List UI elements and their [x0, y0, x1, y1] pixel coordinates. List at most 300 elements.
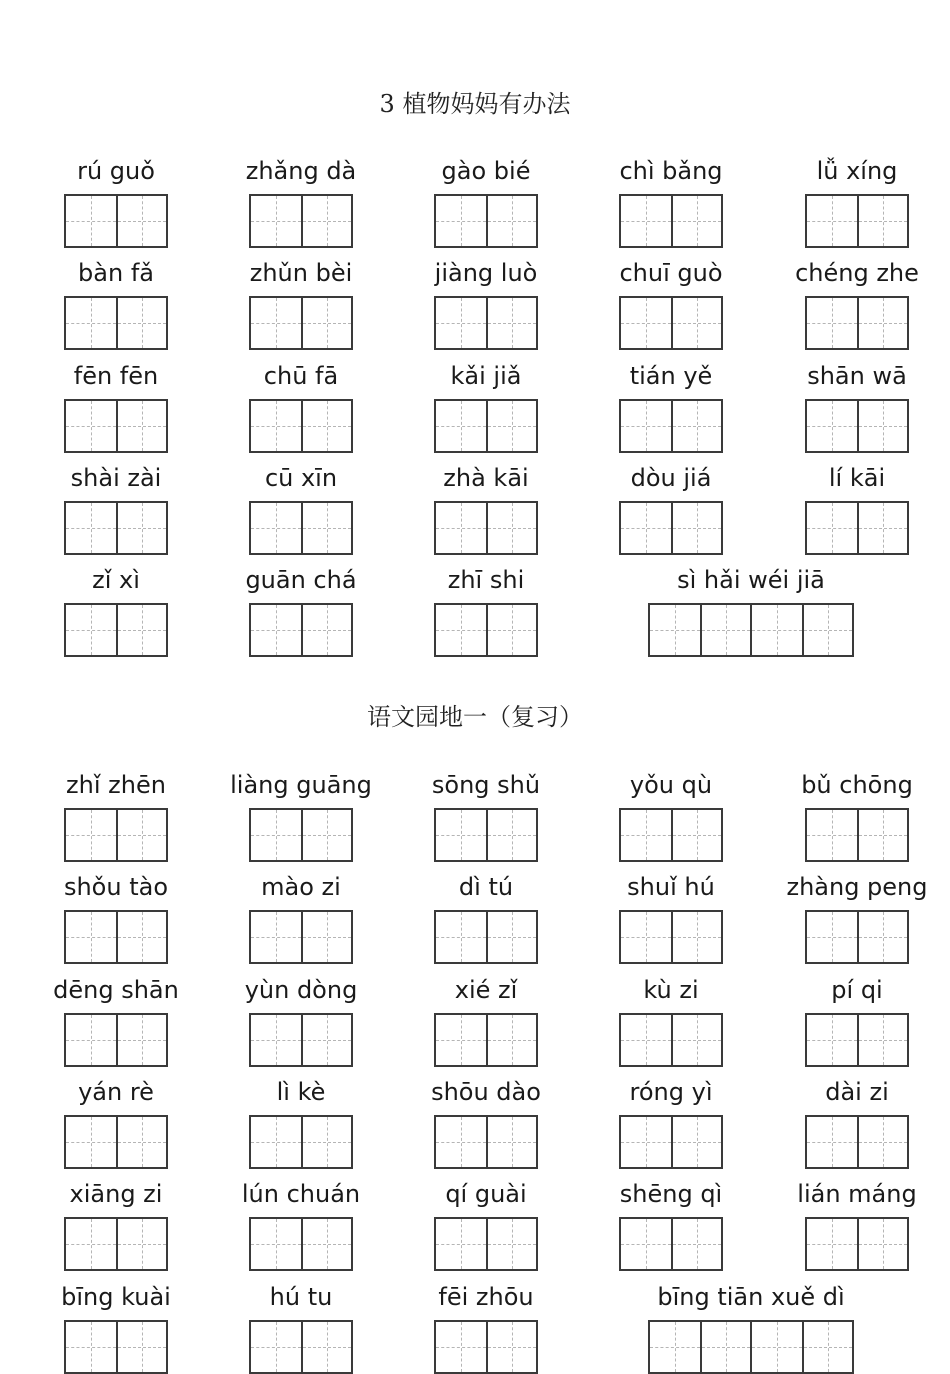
tian-grid-cell[interactable]	[436, 1015, 486, 1065]
tian-grid-cell[interactable]	[436, 605, 486, 655]
word-item	[11, 872, 221, 964]
tian-grid-pair	[249, 399, 353, 453]
pinyin-label: yán rè	[78, 1077, 154, 1106]
writing-boxes[interactable]	[752, 296, 950, 350]
tian-grid-pair	[434, 296, 538, 350]
tian-grid-cell[interactable]	[486, 605, 536, 655]
writing-boxes[interactable]	[381, 1115, 591, 1169]
writing-boxes[interactable]	[11, 296, 221, 350]
tian-grid-cell[interactable]	[700, 1322, 750, 1372]
pinyin-label: gào bié	[441, 157, 531, 185]
tian-grid-cell[interactable]	[66, 1219, 116, 1269]
tian-grid-cell[interactable]	[802, 605, 852, 655]
word-item	[381, 463, 591, 555]
tian-grid-pair	[249, 501, 353, 555]
pinyin-label: chì bǎng	[619, 157, 723, 185]
tian-grid-cell[interactable]	[251, 1015, 301, 1065]
tian-grid-pair	[434, 1217, 538, 1271]
pinyin-label: zhǎng dà	[245, 157, 357, 185]
writing-boxes[interactable]	[566, 501, 776, 555]
word-item	[196, 258, 406, 350]
word-item	[566, 156, 776, 248]
tian-grid-cell[interactable]	[802, 1322, 852, 1372]
writing-boxes[interactable]	[752, 399, 950, 453]
tian-grid-cell[interactable]	[752, 1322, 802, 1372]
tian-grid-pair	[64, 194, 168, 248]
word-item	[11, 1077, 221, 1169]
word-item	[621, 1282, 881, 1374]
tian-grid-cell[interactable]	[650, 605, 700, 655]
word-item	[752, 975, 950, 1067]
section-title-1: 3 植物妈妈有办法	[379, 90, 571, 118]
writing-boxes[interactable]	[196, 1013, 406, 1067]
tian-grid-cell[interactable]	[486, 810, 536, 860]
pinyin-label: guān chá	[245, 566, 357, 595]
tian-grid-cell[interactable]	[671, 1219, 721, 1269]
tian-grid-pair	[434, 910, 538, 964]
tian-grid-cell[interactable]	[116, 605, 166, 655]
tian-grid-cell[interactable]	[671, 810, 721, 860]
tian-grid-cell[interactable]	[752, 605, 802, 655]
writing-boxes[interactable]	[381, 1013, 591, 1067]
tian-grid-cell[interactable]	[857, 1219, 907, 1269]
writing-boxes[interactable]	[11, 808, 221, 862]
tian-grid-pair	[619, 910, 723, 964]
tian-grid-pair	[64, 501, 168, 555]
tian-grid-cell[interactable]	[251, 1219, 301, 1269]
word-item	[381, 872, 591, 964]
word-item	[381, 770, 591, 862]
pinyin-label: dēng shān	[53, 975, 179, 1004]
writing-boxes[interactable]	[566, 296, 776, 350]
tian-grid-cell[interactable]	[857, 503, 907, 553]
writing-boxes[interactable]	[752, 1013, 950, 1067]
word-item	[621, 565, 881, 657]
pinyin-label: zhǔn bèi	[249, 259, 353, 288]
writing-boxes[interactable]	[196, 194, 406, 248]
word-item	[11, 770, 221, 862]
tian-grid-cell[interactable]	[650, 1322, 700, 1372]
word-item	[196, 770, 406, 862]
writing-boxes[interactable]	[381, 194, 591, 248]
word-item	[566, 361, 776, 453]
tian-grid-cell[interactable]	[251, 401, 301, 451]
pinyin-label: zhī shi	[447, 566, 525, 595]
tian-grid-cell[interactable]	[621, 298, 671, 348]
pinyin-label: lì kè	[276, 1077, 326, 1106]
tian-grid-cell[interactable]	[857, 1015, 907, 1065]
tian-grid-cell[interactable]	[621, 1117, 671, 1167]
tian-grid-pair	[249, 1217, 353, 1271]
tian-grid-cell[interactable]	[621, 503, 671, 553]
tian-grid-pair	[249, 1320, 353, 1374]
writing-boxes[interactable]	[381, 910, 591, 964]
pinyin-label: liàng guāng	[230, 771, 372, 799]
word-item	[196, 361, 406, 453]
tian-grid-cell[interactable]	[671, 401, 721, 451]
writing-boxes[interactable]	[196, 910, 406, 964]
tian-grid-cell[interactable]	[301, 401, 351, 451]
tian-grid-cell[interactable]	[857, 810, 907, 860]
tian-grid-pair	[805, 399, 909, 453]
tian-grid-cell[interactable]	[486, 401, 536, 451]
pinyin-label: mào zi	[261, 873, 341, 902]
word-item	[752, 463, 950, 555]
tian-grid-cell[interactable]	[116, 401, 166, 451]
tian-grid-cell[interactable]	[486, 912, 536, 962]
writing-boxes[interactable]	[566, 194, 776, 248]
writing-boxes[interactable]	[11, 194, 221, 248]
word-item	[752, 258, 950, 350]
tian-grid-pair	[434, 501, 538, 555]
writing-boxes[interactable]	[11, 1013, 221, 1067]
tian-grid-pair	[805, 1217, 909, 1271]
tian-grid-cell[interactable]	[116, 912, 166, 962]
writing-boxes[interactable]	[196, 1115, 406, 1169]
writing-boxes[interactable]	[381, 1217, 591, 1271]
word-item	[566, 975, 776, 1067]
tian-grid-pair	[752, 603, 854, 657]
tian-grid-cell[interactable]	[436, 1322, 486, 1372]
tian-grid-cell[interactable]	[66, 1117, 116, 1167]
word-item	[566, 872, 776, 964]
word-item	[11, 156, 221, 248]
tian-grid-pair	[805, 194, 909, 248]
section-title-2: 语文园地一（复习）	[367, 703, 583, 731]
writing-boxes[interactable]	[11, 1217, 221, 1271]
tian-grid-cell[interactable]	[486, 1322, 536, 1372]
tian-grid-cell[interactable]	[671, 503, 721, 553]
word-item	[11, 361, 221, 453]
pinyin-label: chuī guò	[619, 259, 723, 288]
tian-grid-pair	[64, 1115, 168, 1169]
pinyin-label: shōu dào	[431, 1077, 541, 1106]
tian-grid-cell[interactable]	[436, 196, 486, 246]
tian-grid-cell[interactable]	[66, 196, 116, 246]
tian-grid-cell[interactable]	[251, 1117, 301, 1167]
pinyin-label: yǒu qù	[629, 771, 713, 799]
word-item	[196, 565, 406, 657]
tian-grid-pair	[648, 1320, 752, 1374]
tian-grid-cell[interactable]	[301, 810, 351, 860]
pinyin-label: zhà kāi	[443, 463, 529, 492]
writing-boxes[interactable]	[381, 501, 591, 555]
writing-boxes[interactable]	[566, 1217, 776, 1271]
pinyin-label: lǚ xíng	[816, 157, 898, 185]
tian-grid-cell[interactable]	[301, 196, 351, 246]
tian-grid-pair	[619, 399, 723, 453]
tian-grid-pair	[648, 603, 752, 657]
tian-grid-cell[interactable]	[486, 298, 536, 348]
word-item	[752, 872, 950, 964]
tian-grid-cell[interactable]	[251, 605, 301, 655]
tian-grid-cell[interactable]	[66, 401, 116, 451]
writing-boxes[interactable]	[11, 910, 221, 964]
tian-grid-cell[interactable]	[621, 196, 671, 246]
tian-grid-cell[interactable]	[671, 298, 721, 348]
pinyin-label: fēn fēn	[73, 361, 159, 390]
writing-boxes[interactable]	[196, 501, 406, 555]
tian-grid-cell[interactable]	[436, 1117, 486, 1167]
word-item	[381, 565, 591, 657]
tian-grid-cell[interactable]	[436, 1219, 486, 1269]
pinyin-label: chéng zhe	[795, 259, 919, 288]
tian-grid-cell[interactable]	[301, 1015, 351, 1065]
pinyin-label: pí qi	[831, 975, 883, 1004]
tian-grid-pair	[249, 1115, 353, 1169]
writing-boxes[interactable]	[11, 1115, 221, 1169]
tian-grid-cell[interactable]	[807, 503, 857, 553]
word-item	[752, 361, 950, 453]
tian-grid-cell[interactable]	[857, 401, 907, 451]
tian-grid-cell[interactable]	[436, 810, 486, 860]
writing-boxes[interactable]	[196, 603, 406, 657]
word-item	[566, 1077, 776, 1169]
tian-grid-pair	[619, 808, 723, 862]
tian-grid-cell[interactable]	[486, 503, 536, 553]
pinyin-label: shài zài	[70, 463, 162, 492]
pinyin-label: kù zi	[643, 975, 699, 1004]
tian-grid-pair	[249, 296, 353, 350]
tian-grid-cell[interactable]	[486, 1117, 536, 1167]
word-item	[11, 1282, 221, 1374]
tian-grid-pair	[64, 808, 168, 862]
word-item	[11, 565, 221, 657]
word-item	[196, 975, 406, 1067]
writing-boxes[interactable]	[381, 1320, 591, 1374]
tian-grid-pair	[434, 1320, 538, 1374]
word-item	[381, 1077, 591, 1169]
tian-grid-cell[interactable]	[807, 1117, 857, 1167]
tian-grid-cell[interactable]	[251, 503, 301, 553]
writing-boxes[interactable]	[566, 808, 776, 862]
pinyin-label: kǎi jiǎ	[450, 361, 522, 390]
pinyin-label: bīng kuài	[61, 1282, 171, 1311]
tian-grid-cell[interactable]	[251, 196, 301, 246]
tian-grid-pair	[249, 1013, 353, 1067]
writing-boxes[interactable]	[196, 808, 406, 862]
pinyin-label: lí kāi	[828, 463, 886, 492]
tian-grid-cell[interactable]	[436, 503, 486, 553]
word-item	[196, 1179, 406, 1271]
tian-grid-cell[interactable]	[116, 1219, 166, 1269]
writing-boxes[interactable]	[752, 1115, 950, 1169]
tian-grid-cell[interactable]	[66, 912, 116, 962]
tian-grid-pair	[434, 399, 538, 453]
tian-grid-cell[interactable]	[66, 1015, 116, 1065]
tian-grid-pair	[805, 1013, 909, 1067]
word-item	[196, 1282, 406, 1374]
writing-boxes[interactable]	[381, 296, 591, 350]
tian-grid-cell[interactable]	[486, 1015, 536, 1065]
writing-boxes[interactable]	[196, 1320, 406, 1374]
tian-grid-pair	[805, 808, 909, 862]
tian-grid-pair	[249, 808, 353, 862]
word-item	[752, 1077, 950, 1169]
pinyin-label: lián máng	[797, 1180, 917, 1209]
word-item	[381, 1282, 591, 1374]
tian-grid-cell[interactable]	[301, 298, 351, 348]
tian-grid-cell[interactable]	[700, 605, 750, 655]
tian-grid-cell[interactable]	[116, 810, 166, 860]
tian-grid-pair	[64, 399, 168, 453]
tian-grid-cell[interactable]	[436, 401, 486, 451]
pinyin-label: yùn dòng	[244, 975, 358, 1004]
tian-grid-cell[interactable]	[857, 196, 907, 246]
tian-grid-cell[interactable]	[621, 401, 671, 451]
tian-grid-cell[interactable]	[66, 503, 116, 553]
writing-boxes[interactable]	[566, 1115, 776, 1169]
word-item	[566, 463, 776, 555]
tian-grid-cell[interactable]	[436, 298, 486, 348]
tian-grid-pair	[249, 603, 353, 657]
tian-grid-cell[interactable]	[301, 912, 351, 962]
tian-grid-cell[interactable]	[116, 1015, 166, 1065]
pinyin-label: sōng shǔ	[431, 771, 541, 799]
tian-grid-cell[interactable]	[116, 196, 166, 246]
tian-grid-pair	[619, 296, 723, 350]
word-item	[566, 258, 776, 350]
writing-boxes[interactable]	[566, 399, 776, 453]
writing-boxes[interactable]	[752, 808, 950, 862]
tian-grid-cell[interactable]	[116, 1117, 166, 1167]
tian-grid-cell[interactable]	[66, 605, 116, 655]
tian-grid-cell[interactable]	[807, 912, 857, 962]
tian-grid-pair	[434, 603, 538, 657]
tian-grid-pair	[64, 910, 168, 964]
tian-grid-cell[interactable]	[66, 1322, 116, 1372]
writing-boxes[interactable]	[381, 603, 591, 657]
pinyin-label: lún chuán	[241, 1180, 361, 1209]
writing-boxes[interactable]	[11, 501, 221, 555]
tian-grid-cell[interactable]	[621, 1219, 671, 1269]
tian-grid-cell[interactable]	[486, 1219, 536, 1269]
tian-grid-cell[interactable]	[857, 1117, 907, 1167]
tian-grid-pair	[805, 296, 909, 350]
writing-boxes[interactable]	[566, 910, 776, 964]
tian-grid-cell[interactable]	[301, 605, 351, 655]
writing-boxes[interactable]	[621, 1320, 881, 1374]
tian-grid-pair	[434, 1013, 538, 1067]
writing-boxes[interactable]	[196, 1217, 406, 1271]
tian-grid-pair	[619, 194, 723, 248]
pinyin-label: bǔ chōng	[801, 771, 913, 799]
tian-grid-cell[interactable]	[671, 1117, 721, 1167]
pinyin-label: rú guǒ	[77, 157, 155, 185]
tian-grid-cell[interactable]	[671, 1015, 721, 1065]
pinyin-label: shēng qì	[619, 1180, 723, 1209]
writing-boxes[interactable]	[752, 194, 950, 248]
writing-boxes[interactable]	[566, 1013, 776, 1067]
tian-grid-pair	[805, 501, 909, 555]
tian-grid-pair	[805, 910, 909, 964]
pinyin-label: tián yě	[629, 361, 713, 390]
pinyin-label: bàn fǎ	[78, 259, 154, 288]
word-item	[566, 1179, 776, 1271]
writing-boxes[interactable]	[381, 808, 591, 862]
pinyin-label: róng yì	[629, 1077, 713, 1106]
tian-grid-cell[interactable]	[301, 1219, 351, 1269]
word-item	[752, 1179, 950, 1271]
writing-boxes[interactable]	[752, 1217, 950, 1271]
tian-grid-pair	[249, 910, 353, 964]
word-item	[752, 770, 950, 862]
tian-grid-pair	[64, 296, 168, 350]
pinyin-label: shǒu tào	[63, 873, 169, 902]
writing-boxes[interactable]	[196, 399, 406, 453]
writing-boxes[interactable]	[11, 603, 221, 657]
tian-grid-pair	[619, 1013, 723, 1067]
word-item	[196, 463, 406, 555]
tian-grid-cell[interactable]	[251, 912, 301, 962]
tian-grid-cell[interactable]	[251, 1322, 301, 1372]
word-item	[381, 975, 591, 1067]
word-item	[196, 156, 406, 248]
tian-grid-cell[interactable]	[807, 298, 857, 348]
pinyin-label: bīng tiān xuě dì	[657, 1282, 845, 1311]
tian-grid-cell[interactable]	[66, 298, 116, 348]
tian-grid-cell[interactable]	[301, 503, 351, 553]
tian-grid-cell[interactable]	[301, 1117, 351, 1167]
writing-boxes[interactable]	[752, 501, 950, 555]
tian-grid-cell[interactable]	[116, 298, 166, 348]
tian-grid-cell[interactable]	[857, 912, 907, 962]
tian-grid-cell[interactable]	[116, 1322, 166, 1372]
tian-grid-cell[interactable]	[807, 1219, 857, 1269]
word-item	[566, 770, 776, 862]
word-item	[381, 361, 591, 453]
writing-boxes[interactable]	[381, 399, 591, 453]
tian-grid-cell[interactable]	[807, 1015, 857, 1065]
word-item	[752, 156, 950, 248]
pinyin-label: shuǐ hú	[627, 873, 715, 902]
tian-grid-cell[interactable]	[671, 912, 721, 962]
tian-grid-cell[interactable]	[301, 1322, 351, 1372]
pinyin-label: hú tu	[269, 1282, 333, 1311]
tian-grid-cell[interactable]	[436, 912, 486, 962]
tian-grid-cell[interactable]	[807, 401, 857, 451]
pinyin-label: dòu jiá	[630, 463, 712, 492]
writing-boxes[interactable]	[11, 1320, 221, 1374]
tian-grid-cell[interactable]	[621, 912, 671, 962]
tian-grid-cell[interactable]	[857, 298, 907, 348]
tian-grid-cell[interactable]	[807, 810, 857, 860]
tian-grid-cell[interactable]	[66, 810, 116, 860]
tian-grid-cell[interactable]	[486, 196, 536, 246]
pinyin-label: zhǐ zhēn	[66, 771, 166, 799]
tian-grid-cell[interactable]	[807, 196, 857, 246]
tian-grid-cell[interactable]	[116, 503, 166, 553]
tian-grid-cell[interactable]	[251, 298, 301, 348]
word-item	[381, 156, 591, 248]
writing-boxes[interactable]	[11, 399, 221, 453]
tian-grid-pair	[805, 1115, 909, 1169]
pinyin-label: jiàng luò	[434, 259, 538, 288]
writing-boxes[interactable]	[752, 910, 950, 964]
writing-boxes[interactable]	[621, 603, 881, 657]
tian-grid-cell[interactable]	[621, 810, 671, 860]
tian-grid-cell[interactable]	[251, 810, 301, 860]
writing-boxes[interactable]	[196, 296, 406, 350]
pinyin-label: cū xīn	[264, 463, 338, 492]
pinyin-label: shān wā	[807, 361, 907, 390]
word-item	[11, 975, 221, 1067]
tian-grid-cell[interactable]	[621, 1015, 671, 1065]
tian-grid-pair	[619, 501, 723, 555]
tian-grid-cell[interactable]	[671, 196, 721, 246]
pinyin-label: qí guài	[445, 1180, 527, 1209]
word-item	[196, 1077, 406, 1169]
